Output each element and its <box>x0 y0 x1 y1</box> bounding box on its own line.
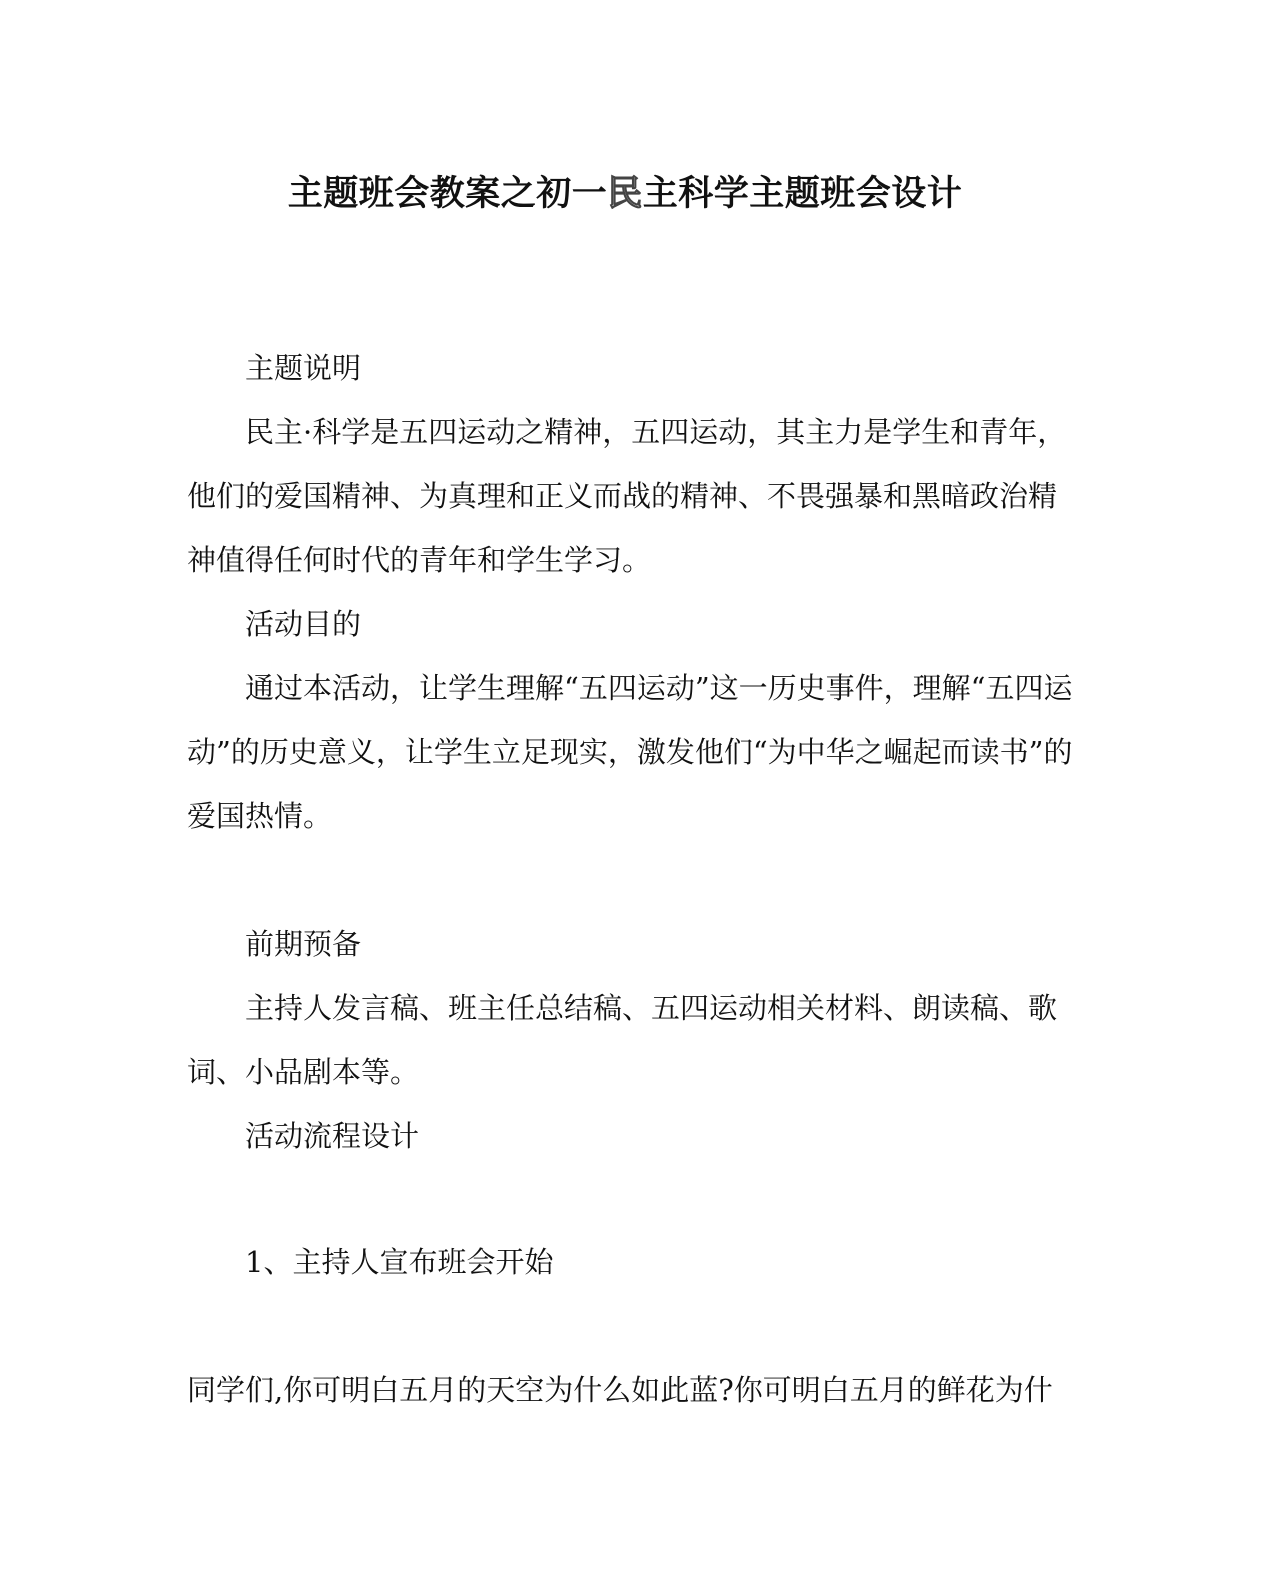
theme-heading: 主题说明 <box>245 351 362 385</box>
intro-paragraph <box>187 1358 1067 1422</box>
title-outlined-char: 民 <box>607 173 643 214</box>
document-title <box>0 166 1250 222</box>
flow-step-1 <box>187 1230 1067 1294</box>
theme-paragraph-line-1: 民主·科学是五四运动之精神，五四运动，其主力是学生和青年， <box>245 415 1067 449</box>
prep-section <box>187 912 1067 1168</box>
theme-paragraph-line-3: 神值得任何时代的青年和学生学习。 <box>187 543 652 577</box>
purpose-heading: 活动目的 <box>245 607 362 641</box>
intro-line-1: 同学们,你可明白五月的天空为什么如此蓝?你可明白五月的鲜花为什 <box>187 1373 1053 1407</box>
purpose-paragraph-line-2: 动”的历史意义，让学生立足现实，激发他们“为中华之崛起而读书”的 <box>187 735 1073 769</box>
title-part-2: 主科学主题班会设计 <box>642 173 963 214</box>
theme-paragraph-line-2: 他们的爱国精神、为真理和正义而战的精神、不畏强暴和黑暗政治精 <box>187 479 1058 513</box>
step-1-text: 1、主持人宣布班会开始 <box>245 1245 554 1279</box>
prep-paragraph-line-2: 词、小品剧本等。 <box>187 1055 420 1089</box>
flow-heading: 活动流程设计 <box>245 1119 420 1153</box>
prep-heading: 前期预备 <box>245 927 362 961</box>
theme-section <box>187 336 1073 848</box>
prep-paragraph-line-1: 主持人发言稿、班主任总结稿、五四运动相关材料、朗读稿、歌 <box>245 991 1058 1025</box>
purpose-paragraph-line-1: 通过本活动，让学生理解“五四运动”这一历史事件，理解“五四运 <box>245 671 1073 705</box>
title-part-1: 主题班会教案之初一 <box>287 173 608 214</box>
purpose-paragraph-line-3: 爱国热情。 <box>187 799 333 833</box>
